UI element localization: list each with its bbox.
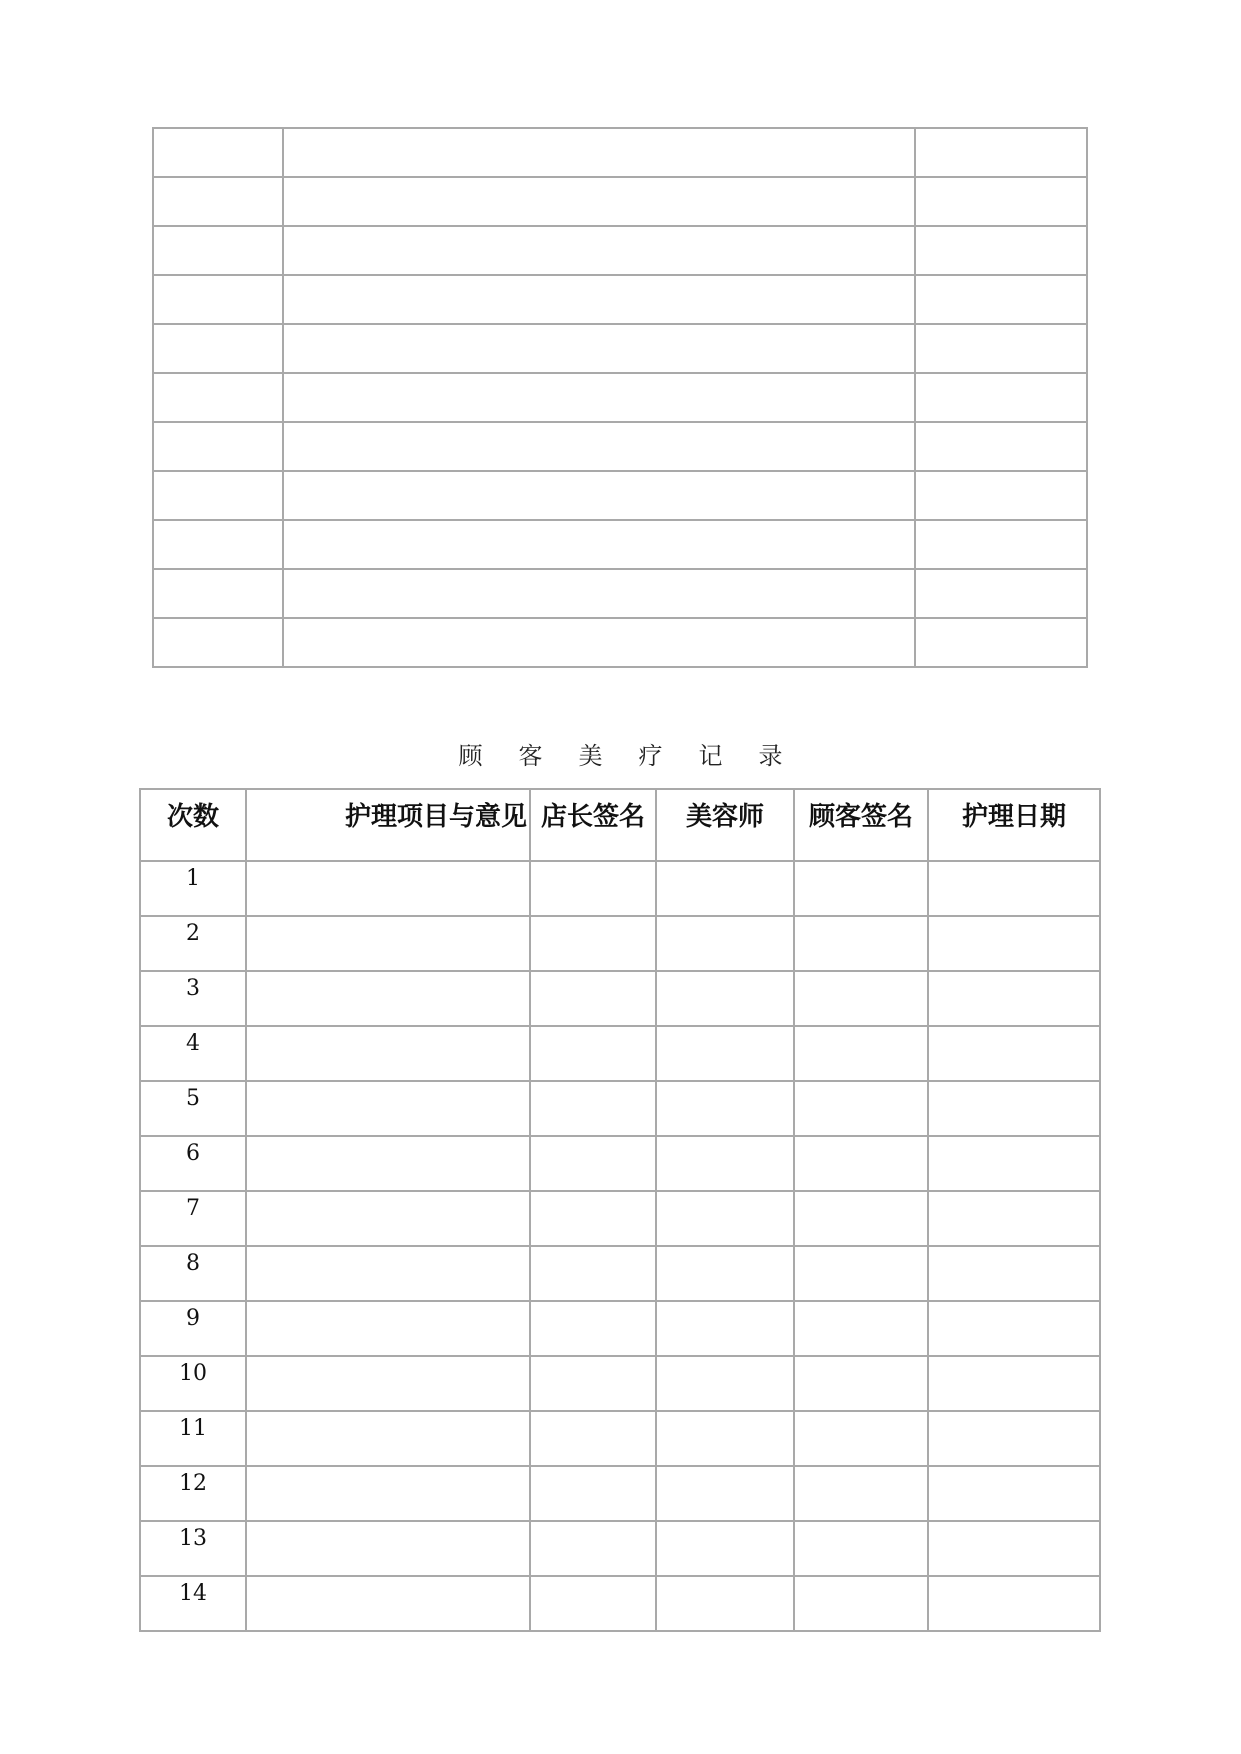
row-number: 7: [140, 1191, 246, 1246]
blank-cell: [246, 1246, 530, 1301]
blank-cell: [656, 861, 794, 916]
blank-cell: [794, 1356, 928, 1411]
blank-cell: [794, 1191, 928, 1246]
row-number: 9: [140, 1301, 246, 1356]
blank-cell: [915, 520, 1087, 569]
blank-cell: [153, 618, 283, 667]
blank-cell: [915, 275, 1087, 324]
row-number: 6: [140, 1136, 246, 1191]
blank-cell: [915, 471, 1087, 520]
blank-row: [153, 324, 1087, 373]
blank-cell: [246, 1466, 530, 1521]
record-title-char: 疗: [638, 742, 663, 770]
blank-cell: [656, 1411, 794, 1466]
blank-cell: [246, 1576, 530, 1631]
row-number: 2: [140, 916, 246, 971]
blank-cell: [530, 971, 656, 1026]
blank-cell: [283, 226, 915, 275]
blank-cell: [928, 1521, 1100, 1576]
blank-cell: [246, 1191, 530, 1246]
blank-cell: [530, 861, 656, 916]
blank-cell: [915, 618, 1087, 667]
record-title-char: 客: [518, 742, 543, 770]
blank-cell: [283, 177, 915, 226]
blank-cell: [794, 1136, 928, 1191]
blank-row: [153, 177, 1087, 226]
header-manager-signature: 店长签名: [530, 789, 656, 861]
blank-cell: [928, 1411, 1100, 1466]
record-title: [0, 736, 1241, 771]
blank-row: [153, 373, 1087, 422]
blank-cell: [153, 471, 283, 520]
row-number: 14: [140, 1576, 246, 1631]
blank-cell: [928, 1081, 1100, 1136]
blank-cell: [530, 1026, 656, 1081]
blank-cell: [915, 569, 1087, 618]
record-row: [140, 971, 1100, 1026]
beauty-treatment-record-table: [139, 788, 1101, 1632]
blank-cell: [794, 1411, 928, 1466]
record-row: [140, 1026, 1100, 1081]
record-row: [140, 1356, 1100, 1411]
blank-cell: [283, 471, 915, 520]
blank-cell: [928, 1576, 1100, 1631]
blank-cell: [656, 1356, 794, 1411]
blank-cell: [246, 1136, 530, 1191]
blank-cell: [928, 1466, 1100, 1521]
blank-row: [153, 422, 1087, 471]
blank-cell: [915, 324, 1087, 373]
record-row: [140, 1301, 1100, 1356]
blank-cell: [656, 971, 794, 1026]
blank-cell: [530, 1521, 656, 1576]
record-row: [140, 1136, 1100, 1191]
row-number: 1: [140, 861, 246, 916]
blank-cell: [530, 1246, 656, 1301]
row-number: 13: [140, 1521, 246, 1576]
blank-cell: [656, 1191, 794, 1246]
blank-cell: [928, 1136, 1100, 1191]
blank-cell: [928, 1191, 1100, 1246]
blank-cell: [928, 1026, 1100, 1081]
record-title-char: 录: [758, 742, 783, 770]
blank-cell: [928, 971, 1100, 1026]
record-title-char: 美: [578, 742, 603, 770]
blank-cell: [283, 128, 915, 177]
header-beautician: 美容师: [656, 789, 794, 861]
blank-cell: [656, 1301, 794, 1356]
blank-cell: [530, 1576, 656, 1631]
blank-cell: [530, 1356, 656, 1411]
blank-cell: [283, 618, 915, 667]
record-row: [140, 1081, 1100, 1136]
blank-row: [153, 275, 1087, 324]
blank-cell: [530, 1136, 656, 1191]
blank-cell: [283, 422, 915, 471]
blank-cell: [656, 1466, 794, 1521]
row-number: 11: [140, 1411, 246, 1466]
blank-cell: [530, 1191, 656, 1246]
blank-cell: [794, 861, 928, 916]
blank-cell: [283, 520, 915, 569]
blank-cell: [283, 275, 915, 324]
blank-cell: [153, 324, 283, 373]
record-row: [140, 1191, 1100, 1246]
blank-cell: [246, 1521, 530, 1576]
header-count: 次数: [140, 789, 246, 861]
blank-row: [153, 471, 1087, 520]
blank-cell: [246, 1356, 530, 1411]
blank-cell: [283, 569, 915, 618]
blank-cell: [246, 916, 530, 971]
blank-cell: [153, 422, 283, 471]
blank-cell: [246, 1026, 530, 1081]
header-care-date: 护理日期: [928, 789, 1100, 861]
blank-cell: [915, 128, 1087, 177]
blank-cell: [530, 1411, 656, 1466]
row-number: 5: [140, 1081, 246, 1136]
blank-cell: [928, 1356, 1100, 1411]
blank-cell: [915, 422, 1087, 471]
blank-cell: [153, 569, 283, 618]
blank-cell: [928, 1246, 1100, 1301]
blank-cell: [928, 1301, 1100, 1356]
blank-cell: [153, 520, 283, 569]
blank-cell: [915, 373, 1087, 422]
blank-cell: [794, 1026, 928, 1081]
blank-cell: [283, 324, 915, 373]
blank-cell: [915, 226, 1087, 275]
blank-cell: [530, 1301, 656, 1356]
blank-row: [153, 520, 1087, 569]
record-title-char: 顾: [458, 742, 483, 770]
blank-cell: [794, 1081, 928, 1136]
blank-cell: [656, 1576, 794, 1631]
blank-cell: [246, 861, 530, 916]
record-row: [140, 1246, 1100, 1301]
blank-cell: [246, 1411, 530, 1466]
blank-cell: [153, 177, 283, 226]
row-number: 8: [140, 1246, 246, 1301]
blank-cell: [794, 1246, 928, 1301]
blank-row: [153, 569, 1087, 618]
row-number: 3: [140, 971, 246, 1026]
blank-cell: [283, 373, 915, 422]
blank-cell: [928, 916, 1100, 971]
blank-cell: [794, 1466, 928, 1521]
header-row: [140, 789, 1100, 861]
blank-row: [153, 618, 1087, 667]
blank-cell: [246, 1301, 530, 1356]
row-number: 12: [140, 1466, 246, 1521]
blank-cell: [794, 916, 928, 971]
blank-cell: [794, 1576, 928, 1631]
blank-cell: [246, 971, 530, 1026]
blank-cell: [153, 128, 283, 177]
blank-cell: [656, 916, 794, 971]
blank-cell: [530, 1081, 656, 1136]
blank-cell: [246, 1081, 530, 1136]
blank-cell: [656, 1521, 794, 1576]
blank-cell: [656, 1136, 794, 1191]
blank-cell: [153, 373, 283, 422]
blank-cell: [794, 971, 928, 1026]
blank-row: [153, 226, 1087, 275]
record-row: [140, 1466, 1100, 1521]
blank-cell: [153, 275, 283, 324]
blank-cell: [915, 177, 1087, 226]
record-row: [140, 1411, 1100, 1466]
blank-cell: [530, 1466, 656, 1521]
record-row: [140, 1521, 1100, 1576]
blank-cell: [153, 226, 283, 275]
blank-cell: [928, 861, 1100, 916]
blank-table: [152, 127, 1088, 668]
record-row: [140, 916, 1100, 971]
header-customer-signature: 顾客签名: [794, 789, 928, 861]
blank-cell: [794, 1301, 928, 1356]
blank-cell: [530, 916, 656, 971]
header-care-item-opinion: 护理项目与意见: [246, 789, 530, 861]
record-row: [140, 1576, 1100, 1631]
row-number: 10: [140, 1356, 246, 1411]
blank-row: [153, 128, 1087, 177]
record-title-char: 记: [698, 742, 723, 770]
blank-cell: [794, 1521, 928, 1576]
blank-cell: [656, 1026, 794, 1081]
blank-cell: [656, 1246, 794, 1301]
row-number: 4: [140, 1026, 246, 1081]
blank-cell: [656, 1081, 794, 1136]
record-row: [140, 861, 1100, 916]
